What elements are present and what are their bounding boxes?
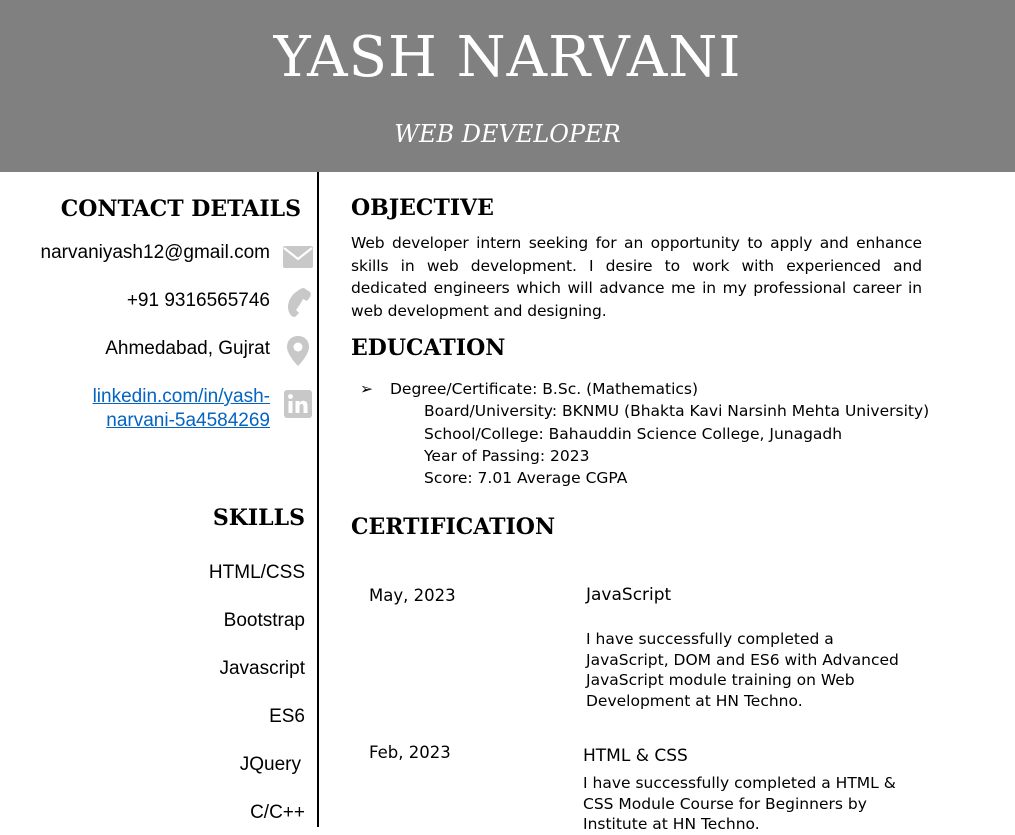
- contact-phone: +91 9316565746: [126, 290, 270, 311]
- phone-icon: [282, 286, 314, 318]
- column-divider: [317, 172, 319, 827]
- skill-item: ES6: [269, 706, 305, 727]
- cert-description: I have successfully completed a HTML & CSS Module Course for Beginners by Institute at HN Techno.: [583, 774, 896, 833]
- objective-heading: OBJECTIVE: [351, 195, 494, 221]
- contact-email: narvaniyash12@gmail.com: [40, 242, 270, 263]
- cert-title: JavaScript: [586, 585, 672, 605]
- candidate-role: WEB DEVELOPER: [394, 120, 621, 148]
- cert-date: May, 2023: [369, 586, 456, 605]
- certification-heading: CERTIFICATION: [351, 514, 556, 540]
- cert-description: I have successfully completed a JavaScript, DOM and ES6 with Advanced JavaScript module training on Web Development at HN Techno.: [586, 630, 899, 710]
- skill-item: Bootstrap: [223, 610, 305, 631]
- bullet-arrow-icon: ➢: [360, 380, 373, 398]
- linkedin-link-line1[interactable]: linkedin.com/in/yash-: [92, 386, 270, 407]
- envelope-icon: [282, 241, 314, 273]
- contact-location: Ahmedabad, Gujrat: [105, 338, 270, 359]
- contact-heading: CONTACT DETAILS: [60, 196, 301, 222]
- cert-title: HTML & CSS: [583, 746, 688, 766]
- skill-item: C/C++: [250, 802, 305, 823]
- linkedin-icon: [284, 390, 312, 418]
- skills-heading: SKILLS: [212, 505, 305, 531]
- contact-linkedin[interactable]: [20, 385, 270, 433]
- education-board: Board/University: BKNMU (Bhakta Kavi Narsinh Mehta University): [424, 402, 930, 420]
- education-year: Year of Passing: 2023: [424, 447, 590, 465]
- objective-text: Web developer intern seeking for an opportunity to apply and enhance skills in web development. I desire to work with experienced and dedicated engineers which will advance me in my professional career in web development and designing.: [351, 234, 922, 320]
- education-heading: EDUCATION: [351, 335, 506, 361]
- skill-item: HTML/CSS: [208, 562, 305, 583]
- education-degree: Degree/Certificate: B.Sc. (Mathematics): [390, 380, 699, 398]
- linkedin-link-line2[interactable]: narvani-5a4584269: [106, 410, 270, 431]
- cert-date: Feb, 2023: [369, 743, 451, 762]
- education-school: School/College: Bahauddin Science College, Junagadh: [424, 425, 843, 443]
- candidate-name: YASH NARVANI: [273, 25, 742, 90]
- skill-item: Javascript: [219, 658, 305, 679]
- map-pin-icon: [282, 335, 314, 367]
- skill-item: JQuery: [239, 754, 301, 775]
- education-score: Score: 7.01 Average CGPA: [424, 469, 628, 487]
- header-banner: [0, 0, 1015, 172]
